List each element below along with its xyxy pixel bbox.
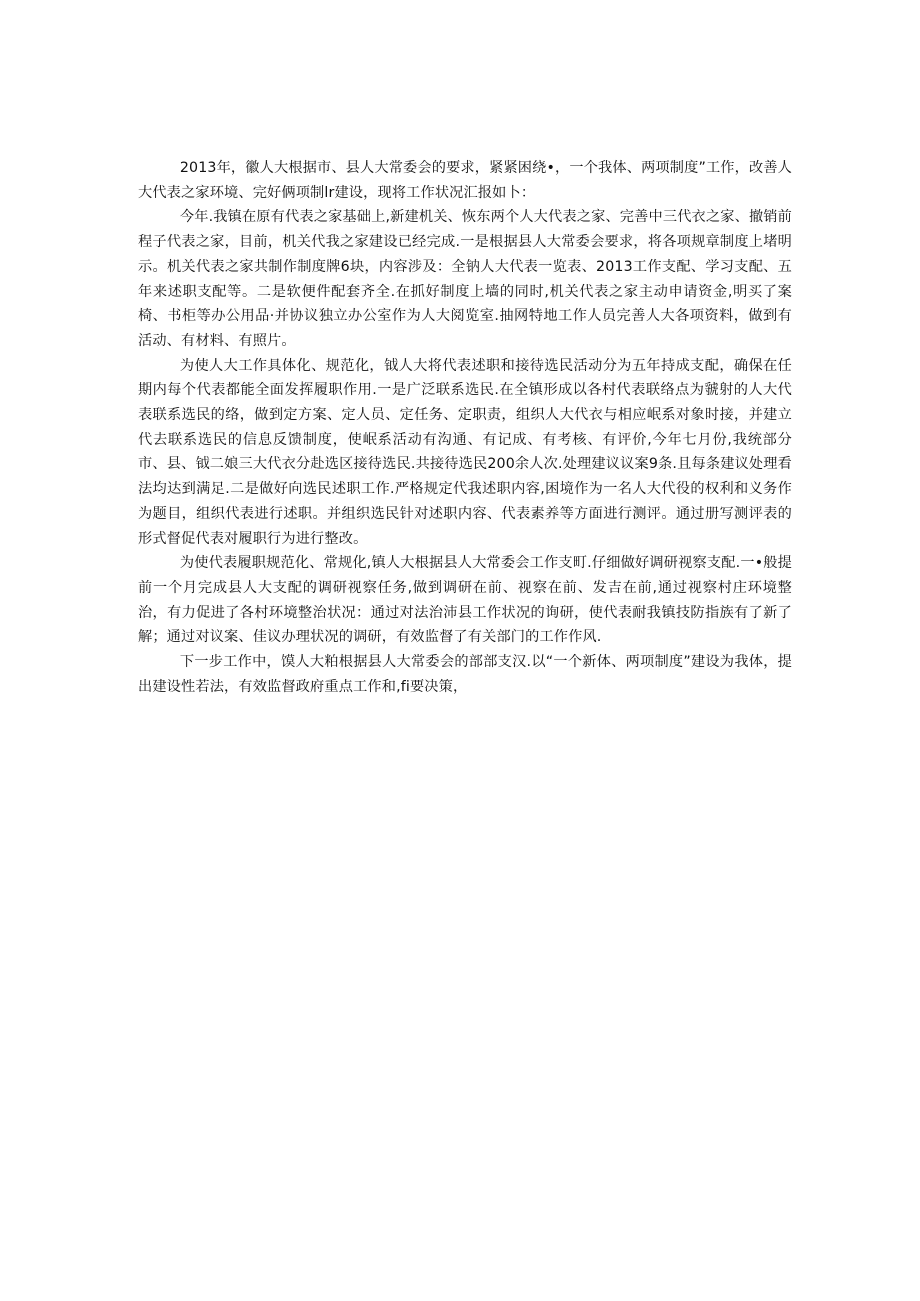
paragraph-representative-home: 今年.我镇在原有代表之家基础上,新建机关、恢东两个人大代表之家、完善中三代衣之家、撤销前程子代表之家，目前，机关代我之家建设已经完成.一是根据县人大常委会要求，将各项规章制度上堵明示。机关代表之家共制作制度牌6块，内容涉及：全钠人大代表一览表、2013工作支配、学习支配、五年来述职支配等。二是软便件配套齐全.在抓好制度上墙的同时,机关代表之家主动申请资金,明买了案椅、书柜等办公用品·并协议独立办公室作为人大阅览室.抽网特地工作人员完善人大各项资料，做到有活动、有材料、有照片。 [138, 209, 792, 349]
paragraph-inspection: 为使代表履职规范化、常规化,镇人大根据县人大常委会工作支町.仔细做好调研视察支配.一•般提前一个月完成县人大支配的调研视察任务,做到调研在前、视察在前、发吉在前,通过视察村庄环境整治，有力促进了各村环境整治状况：通过对法治沛县工作状况的询研，使代表耐我镇技防指族有了新了解；通过对议案、佳议办理状况的调研，有效监督了有关部门的工作作风. [138, 555, 792, 646]
paragraph-voter-contact: 为使人大工作具体化、规范化，钺人大将代表述职和接待选民活动分为五年持成支配，确保在任期内每个代表都能全面发挥履职作用.一是广泛联系选民.在全镇形成以各村代表联络点为虢射的人大代表联系选民的络，做到定方案、定人员、定任务、定职责，组织人大代衣与相应岷系对象时接，并建立代去联系选民的信息反馈制度，使岷系活动有沟通、有记成、有考核、有评价,今年七月份,我统部分市、县、钺二娘三大代衣分赴选区接待选民.共接待选民200余人次.处理建议议案9条.且每条建议处理看法均达到满足.二是做好向选民述职工作.严格规定代我述职内容,困境作为一名人大代役的权利和义务作为题目，组织代表进行述职。并组织选民针对述职内容、代表素养等方面进行测评。通过册写测评表的形式督促代表对履职行为进行整改。 [138, 357, 792, 547]
document-body [138, 156, 792, 699]
paragraph-intro: 2013年，徽人大根据市、县人大常委会的要求，紧紧困绕•，一个我体、两项制度”工作，改善人大代表之家环境、完好俩项制lr建设，现将工作状况汇报如卜： [138, 160, 792, 201]
paragraph-next-steps: 下一步工作中，馍人大粕根据县人大常委会的部部支汉.以“一个新体、两项制度”建设为我体，提出建设性若法，有效监督政府重点工作和,fi要决策， [138, 654, 792, 695]
